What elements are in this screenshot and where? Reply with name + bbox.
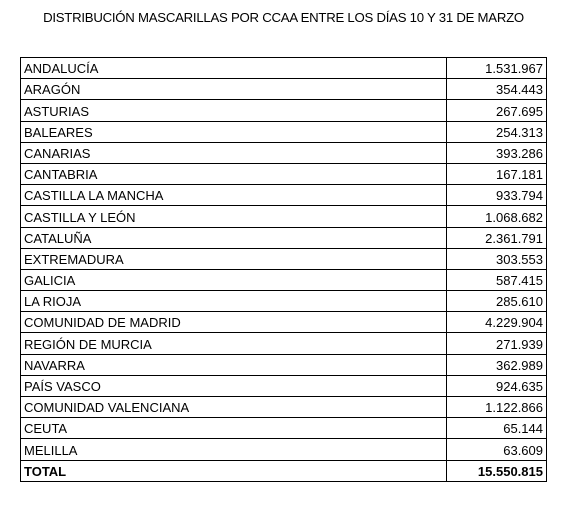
table-row [21,291,547,312]
mask-count: 393.286 [447,142,547,163]
mask-count: 65.144 [447,418,547,439]
table-row [21,185,547,206]
region-name: CASTILLA Y LEÓN [21,206,447,227]
mask-count: 354.443 [447,79,547,100]
table-row [21,269,547,290]
total-value: 15.550.815 [447,460,547,481]
mask-count: 587.415 [447,269,547,290]
table-row [21,397,547,418]
mask-count: 254.313 [447,121,547,142]
mask-count: 924.635 [447,375,547,396]
mask-count: 362.989 [447,354,547,375]
region-name: MELILLA [21,439,447,460]
table-row [21,333,547,354]
region-name: COMUNIDAD DE MADRID [21,312,447,333]
table-row [21,312,547,333]
table-row [21,121,547,142]
mask-count: 1.122.866 [447,397,547,418]
region-name: ARAGÓN [21,79,447,100]
region-name: NAVARRA [21,354,447,375]
region-name: CEUTA [21,418,447,439]
region-name: CANTABRIA [21,163,447,184]
table-row [21,375,547,396]
table-row [21,100,547,121]
distribution-table [20,57,547,482]
mask-count: 285.610 [447,291,547,312]
table-row [21,248,547,269]
region-name: PAÍS VASCO [21,375,447,396]
table-row [21,354,547,375]
table-row [21,206,547,227]
region-name: CASTILLA LA MANCHA [21,185,447,206]
table-row [21,142,547,163]
region-name: GALICIA [21,269,447,290]
table-row [21,79,547,100]
mask-count: 303.553 [447,248,547,269]
mask-count: 167.181 [447,163,547,184]
mask-count: 933.794 [447,185,547,206]
table-row [21,163,547,184]
region-name: ANDALUCÍA [21,58,447,79]
region-name: CANARIAS [21,142,447,163]
region-name: REGIÓN DE MURCIA [21,333,447,354]
distribution-table-body [21,58,547,482]
table-row [21,418,547,439]
region-name: BALEARES [21,121,447,142]
region-name: ASTURIAS [21,100,447,121]
mask-count: 267.695 [447,100,547,121]
total-label: TOTAL [21,460,447,481]
document-title: DISTRIBUCIÓN MASCARILLAS POR CCAA ENTRE LOS DÍAS 10 Y 31 DE MARZO [43,10,524,25]
region-name: EXTREMADURA [21,248,447,269]
mask-count: 1.531.967 [447,58,547,79]
mask-count: 2.361.791 [447,227,547,248]
region-name: CATALUÑA [21,227,447,248]
total-row [21,460,547,481]
region-name: COMUNIDAD VALENCIANA [21,397,447,418]
mask-count: 271.939 [447,333,547,354]
mask-count: 63.609 [447,439,547,460]
mask-count: 1.068.682 [447,206,547,227]
mask-count: 4.229.904 [447,312,547,333]
table-row [21,227,547,248]
table-row [21,58,547,79]
table-row [21,439,547,460]
region-name: LA RIOJA [21,291,447,312]
